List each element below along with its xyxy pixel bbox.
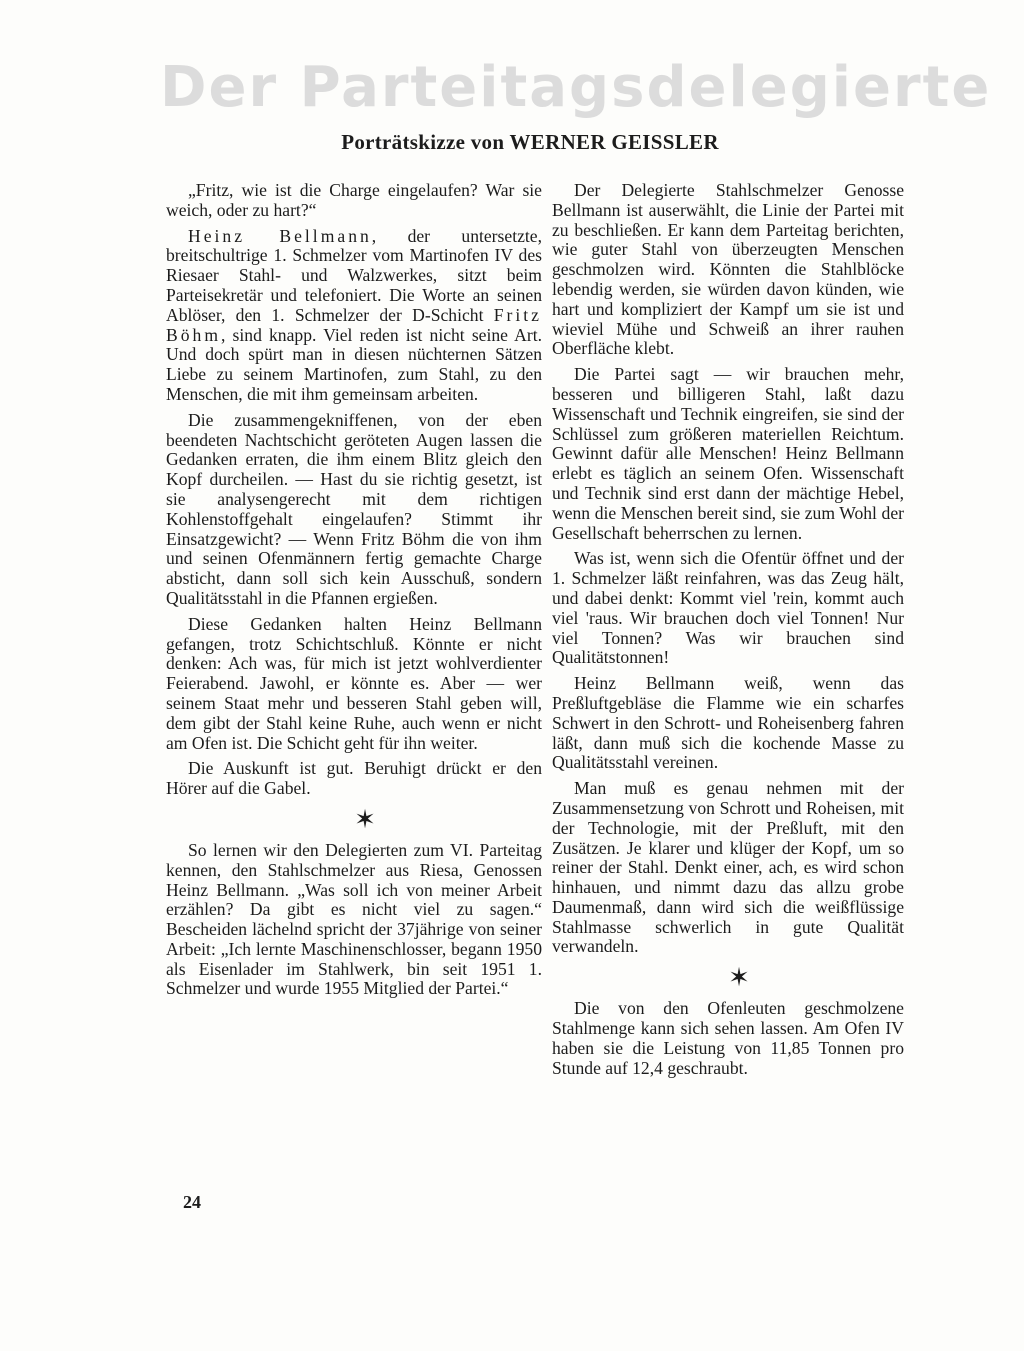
- paragraph: Man muß es genau nehmen mit der Zusammensetzung von Schrott und Roheisen, mit der Technologie, mit der Preßluft, mit den Zusätzen. Je klarer und klüger der Kopf, um so reiner der Stahl. Denkt einer, ach, es wird schon hinhauen, und nimmt dazu das allzu grobe Daumenmaß, dann wird sich die weißflüssige Stahlmasse schwerlich in gute Qualität verwandeln.: [552, 778, 904, 957]
- paragraph: Die von den Ofenleuten geschmolzene Stahlmenge kann sich sehen lassen. Am Ofen IV haben sie die Leistung von 11,85 Tonnen pro Stunde auf 12,4 geschraubt.: [552, 998, 904, 1078]
- paragraph: Die Partei sagt — wir brauchen mehr, besseren und billigeren Stahl, laßt dazu Wissenschaft und Technik eingreifen, sie sind der Schlüssel zum größeren materiellen Reichtum. Gewinnt dafür alle Menschen! Heinz Bellmann erlebt es täglich an seinem Ofen. Wissenschaft und Technik sind erst dann der mächtige Hebel, wenn die Menschen bereit sind, sie zum Wohl der Gesellschaft beherrschen zu lernen.: [552, 364, 904, 543]
- paragraph: Diese Gedanken halten Heinz Bellmann gefangen, trotz Schichtschluß. Könnte er nicht denken: Ach was, für mich ist jetzt wohlverdienter Feierabend. Jawohl, er könnte es. Aber — wer seinem Staat mehr und besseren Stahl geben will, dem gibt der Stahl keine Ruhe, auch wenn er nicht am Ofen ist. Die Schicht geht für ihn weiter.: [166, 613, 542, 753]
- paragraph: Die zusammengekniffenen, von der eben beendeten Nachtschicht geröteten Augen lassen die Gedanken erraten, die ihm einem Blitz gleich den Kopf durcheilen. — Hast du sie richtig gesetzt, ist sie analysengerecht mit dem richtigen Kohlenstoffgehalt eingelaufen? Stimmt ihr Einsatzgewicht? — Wenn Fritz Böhm die von ihm und seinen Ofenmännern fertig gemachte Charge absticht, dann soll sich kein Ausschuß, sondern Qualitätsstahl in die Pfannen ergießen.: [166, 409, 542, 608]
- section-separator-star-icon: ✶: [728, 963, 750, 993]
- author-byline: Porträtskizze von WERNER GEISSLER: [341, 130, 719, 154]
- paragraph: Was ist, wenn sich die Ofentür öffnet und der 1. Schmelzer läßt reinfahren, was das Zeug hält, und dabei denkt: Kommt viel 'rein, kommt auch viel 'raus. Wir brauchen doch viel Tonnen! Nur viel Tonnen? Was wir brauchen sind Qualitätstonnen!: [552, 548, 904, 668]
- person-name: Fritz Böhm: [166, 304, 542, 345]
- paragraph: [166, 227, 542, 405]
- paragraph: Heinz Bellmann weiß, wenn das Preßluftgebläse die Flamme wie ein scharfes Schwert in den Schrott- und Roheisenberg fahren läßt, dann muß sich die kochende Masse zu Qualitätsstahl vereinen.: [552, 673, 904, 773]
- left-text-column: [166, 181, 542, 1005]
- paragraph: Die Auskunft ist gut. Beruhigt drückt er den Hörer auf die Gabel.: [166, 758, 542, 799]
- page-number: 24: [183, 1192, 201, 1212]
- right-text-column: [552, 181, 904, 1084]
- paragraph: „Fritz, wie ist die Charge eingelaufen? War sie weich, oder zu hart?“: [166, 180, 542, 220]
- paragraph-text: , sind knapp. Viel reden ist nicht seine Art. Und doch spürt man in diesen nüchternen Sätzen Liebe zu seinem Martinofen, zum Stahl, zu den Menschen, die mit ihm gemeinsam arbeiten.: [166, 324, 542, 404]
- article-title: Der Parteitagsdelegierte: [160, 55, 992, 120]
- person-name: Heinz Bellmann: [188, 225, 372, 246]
- section-separator-star-icon: ✶: [354, 804, 376, 834]
- paragraph-text: , der untersetzte, breitschultrige 1. Schmelzer vom Martinofen IV des Riesaer Stahl- und Walzwerkes, sitzt beim Parteisekretär und telefoniert. Die Worte an seinen Ablöser, den 1. Schmelzer der D-Schicht: [166, 225, 542, 325]
- paragraph: Der Delegierte Stahlschmelzer Genosse Bellmann ist auserwählt, die Linie der Partei mit zu beschließen. Er kann dem Parteitag berichten, wie guter Stahl von überzeugten Menschen geschmolzen wird. Könnten die Stahlblöcke lebendig werden, sie würden davon künden, wie hart und kompliziert der Kampf um sie ist und wieviel Mühe und Schweiß an ihrer rauhen Oberfläche klebt.: [552, 180, 904, 359]
- paragraph: So lernen wir den Delegierten zum VI. Parteitag kennen, den Stahlschmelzer aus Riesa, Genossen Heinz Bellmann. „Was soll ich von meiner Arbeit erzählen? Da gibt es nicht viel zu sagen.“ Bescheiden lächelnd spricht der 37jährige von seiner Arbeit: „Ich lernte Maschinenschlosser, begann 1950 als Eisenlader im Stahlwerk, bin seit 1951 1. Schmelzer und wurde 1955 Mitglied der Partei.“: [166, 839, 542, 999]
